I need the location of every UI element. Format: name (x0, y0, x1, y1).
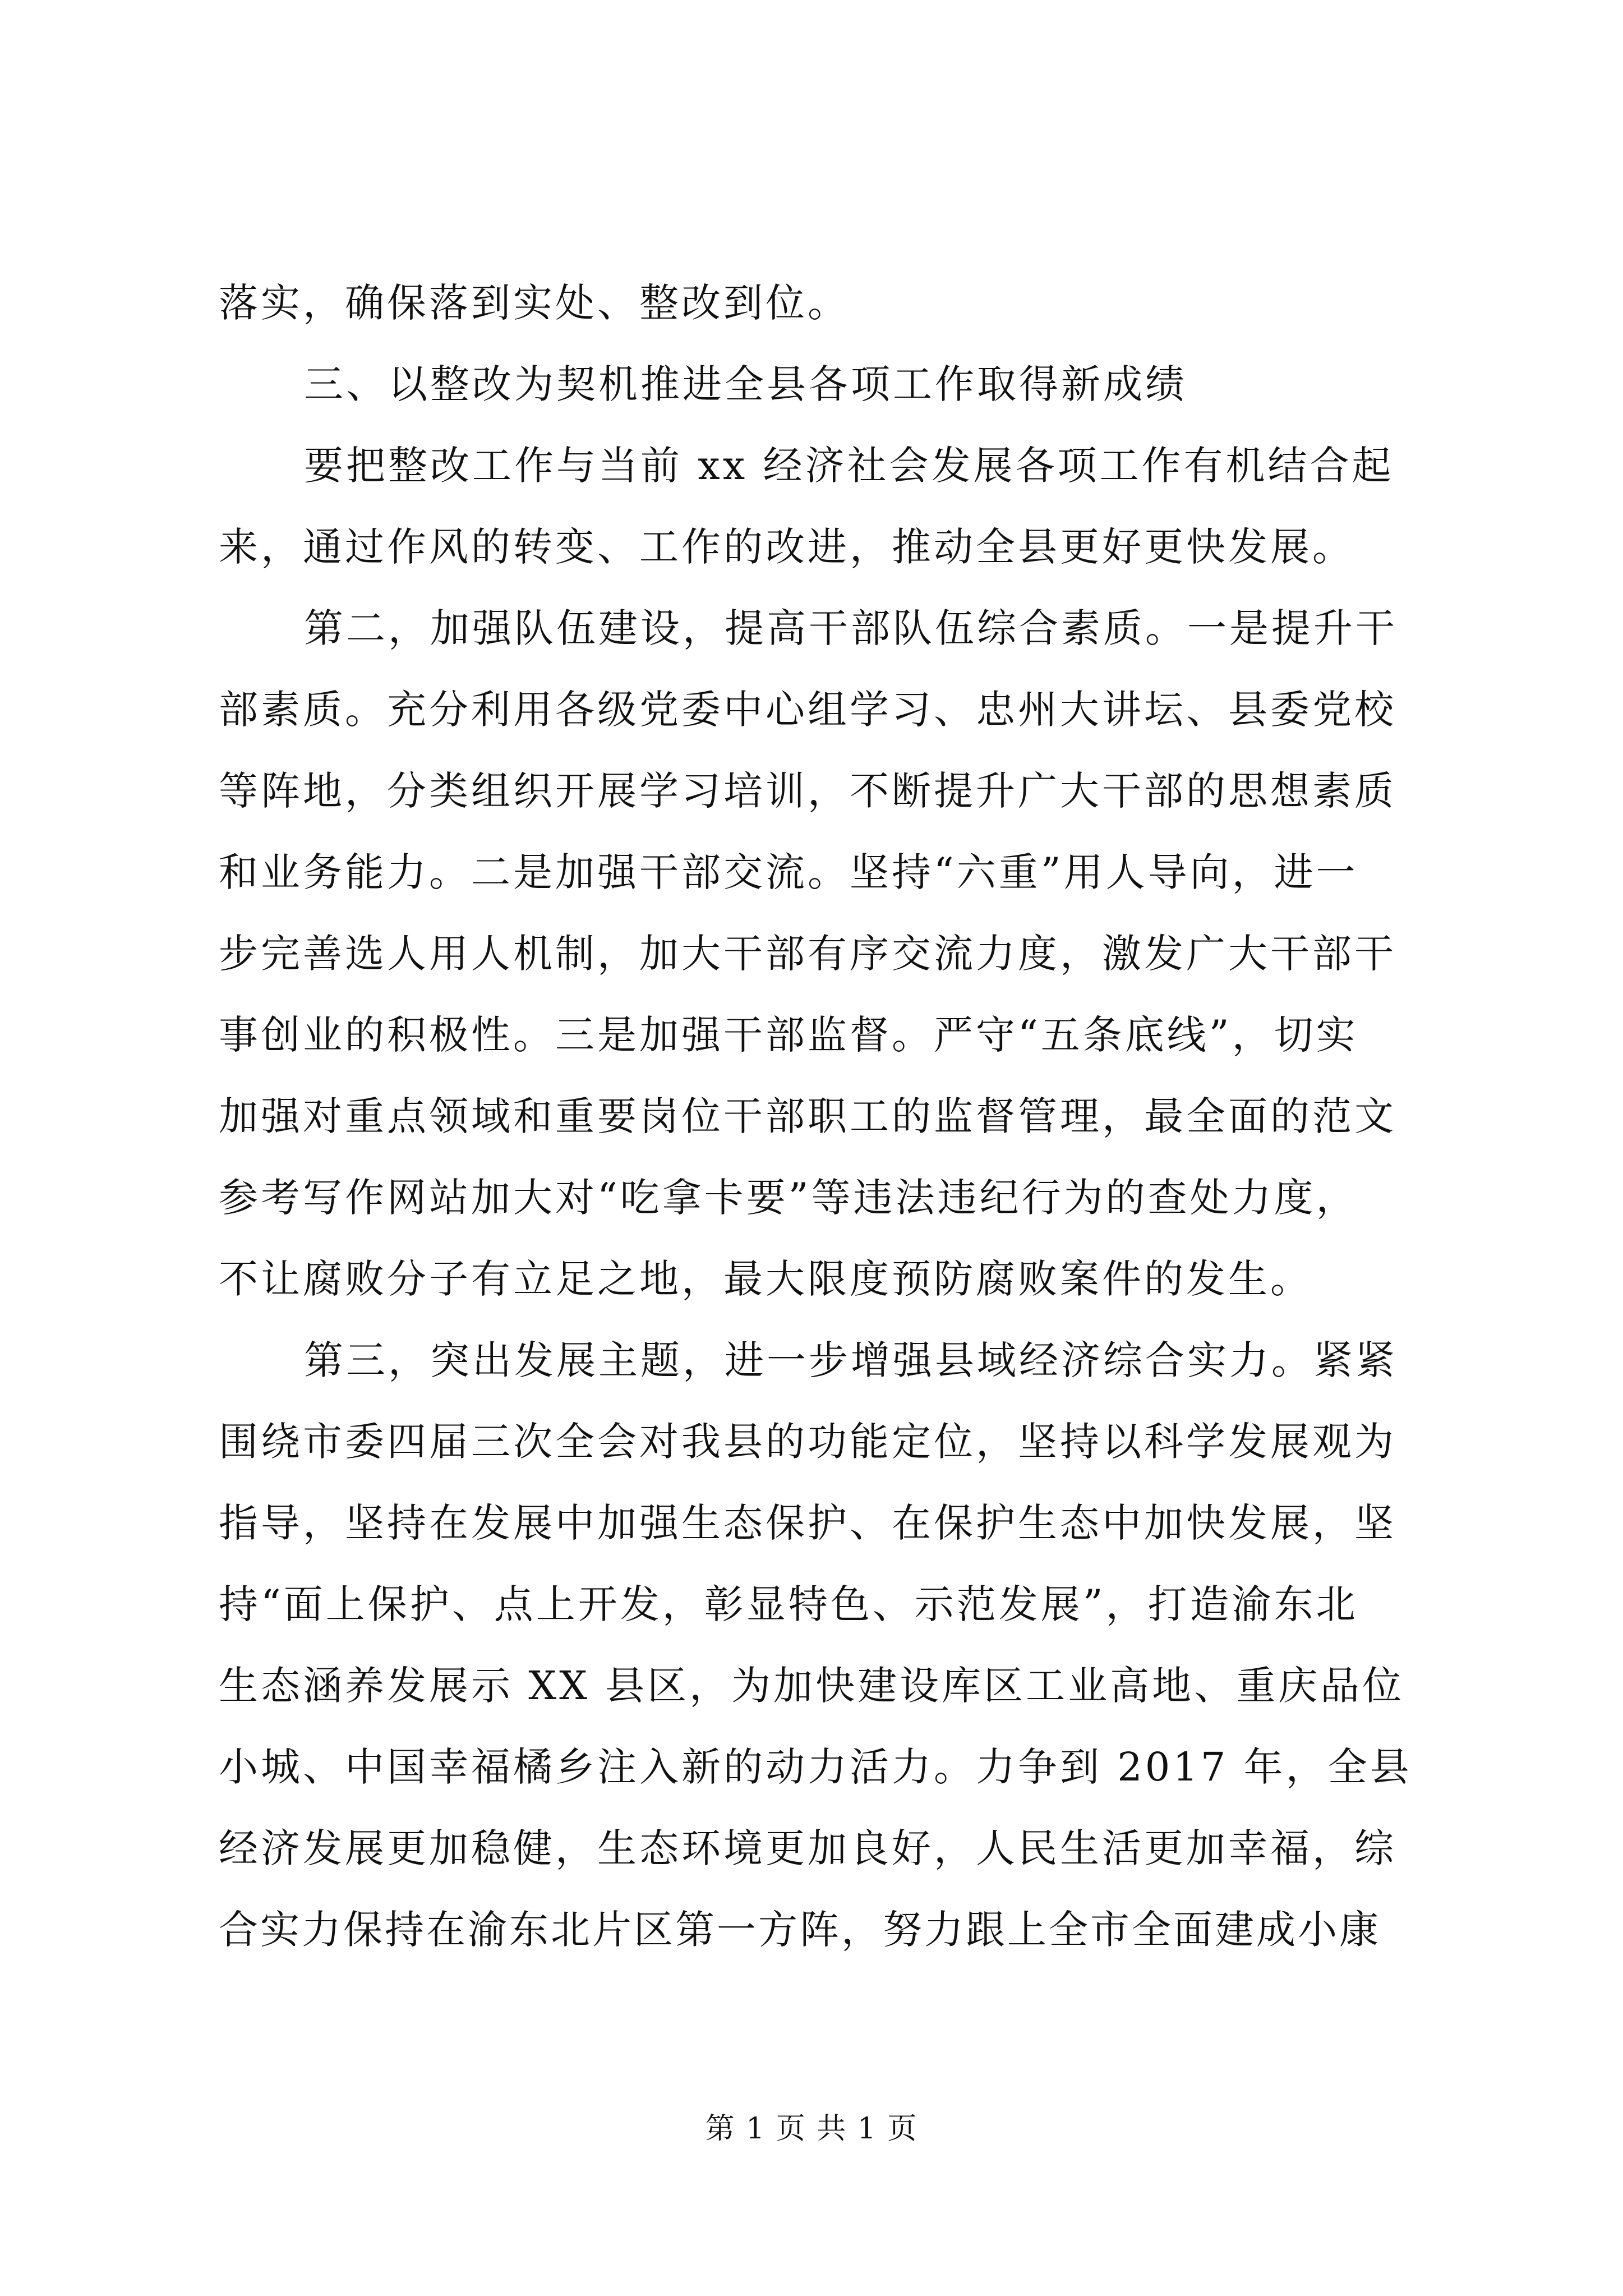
text-line: 指导，坚持在发展中加强生态保护、在保护生态中加快发展，坚 (219, 1500, 1396, 1546)
text-line: 部素质。充分利用各级党委中心组学习、忠州大讲坛、县委党校 (219, 687, 1396, 733)
text-line: 事创业的积极性。三是加强干部监督。严守“五条底线”，切实 (219, 1012, 1358, 1058)
text-line: 小城、中国幸福橘乡注入新的动力活力。力争到 2017 年，全县 (219, 1744, 1412, 1790)
text-line: 持“面上保护、点上开发，彰显特色、示范发展”，打造渝东北 (219, 1581, 1358, 1627)
text-line: 合实力保持在渝东北片区第一方阵，努力跟上全市全面建成小康 (219, 1907, 1381, 1953)
text-line: 来，通过作风的转变、工作的改进，推动全县更好更快发展。 (219, 524, 1354, 570)
text-line: 生态涵养发展示 XX 县区，为加快建设库区工业高地、重庆品位 (219, 1663, 1405, 1709)
text-line: 和业务能力。二是加强干部交流。坚持“六重”用人导向，进一 (219, 849, 1358, 895)
text-line: 第三，突出发展主题，进一步增强县域经济综合实力。紧紧 (304, 1337, 1398, 1383)
section-heading: 三、以整改为契机推进全县各项工作取得新成绩 (304, 361, 1187, 407)
text-line: 等阵地，分类组织开展学习培训，不断提升广大干部的思想素质 (219, 768, 1396, 814)
text-line: 加强对重点领域和重要岗位干部职工的监督管理，最全面的范文 (219, 1093, 1396, 1139)
text-line: 落实，确保落到实处、整改到位。 (219, 280, 850, 326)
page-footer: 第 1 页 共 1 页 (705, 2112, 918, 2146)
text-line: 经济发展更加稳健，生态环境更加良好，人民生活更加幸福，综 (219, 1825, 1396, 1871)
text-line: 要把整改工作与当前 xx 经济社会发展各项工作有机结合起 (304, 443, 1394, 489)
text-line: 不让腐败分子有立足之地，最大限度预防腐败案件的发生。 (219, 1256, 1312, 1302)
text-line: 第二，加强队伍建设，提高干部队伍综合素质。一是提升干 (304, 605, 1398, 651)
text-line: 步完善选人用人机制，加大干部有序交流力度，激发广大干部干 (219, 931, 1396, 977)
text-line: 参考写作网站加大对“吃拿卡要”等违法违纪行为的查处力度， (219, 1175, 1358, 1221)
document-body (219, 263, 1419, 1971)
text-line: 围绕市委四届三次全会对我县的功能定位，坚持以科学发展观为 (219, 1419, 1396, 1465)
